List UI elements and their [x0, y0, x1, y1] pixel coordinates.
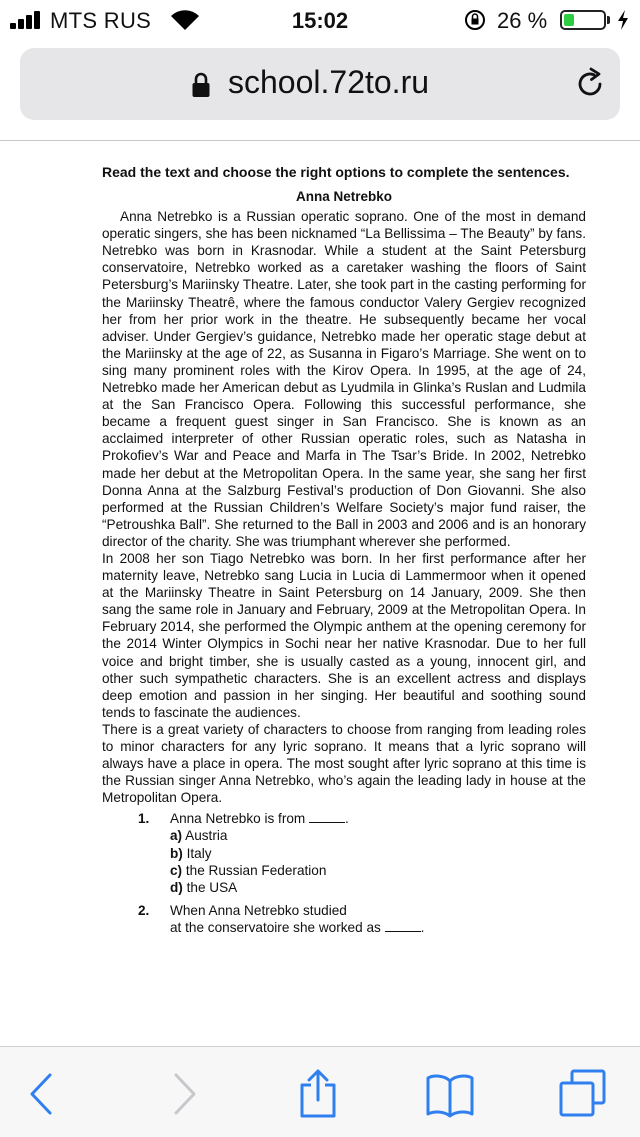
- option-letter: d): [170, 879, 183, 895]
- battery-percent: 26 %: [497, 8, 548, 33]
- orientation-lock-icon: [464, 9, 486, 31]
- address-bar[interactable]: [20, 48, 620, 120]
- answer-blank: [309, 810, 345, 823]
- question-text-line-2: at the conservatoire she worked as: [170, 919, 381, 935]
- forward-icon[interactable]: [158, 1069, 208, 1119]
- text-title: Anna Netrebko: [295, 189, 393, 204]
- option-d: [170, 879, 586, 896]
- task-instruction: Read the text and choose the right options to complete the sentences.: [102, 164, 570, 180]
- url-text[interactable]: school.72to.ru: [228, 64, 430, 100]
- page-content: [102, 164, 586, 936]
- option-text: Austria: [185, 828, 228, 844]
- paragraph-2: In 2008 her son Tiago Netrebko was born. In her first performance after her maternity leave, Netrebko sang Lucia in Lucia di Lammermoor when it opened at the Mariinsky Theatre in Saint Petersburg on 14 January, 2009. She then sang the same role in January and February, 2009 at the Metropolitan Opera. In February 2014, she performed the Olympic anthem at the opening ceremony for the 2014 Winter Olympics in Sochi near her native Krasnodar. Due to her full voice and bright timber, she is usually casted as a young, innocent girl, and other such sympathetic characters. She is an excellent actress and displays deep emotion and passion in her singing. Her beautiful and soothing sound tends to fascinate the audiences.: [102, 550, 586, 720]
- back-icon[interactable]: [18, 1069, 68, 1119]
- share-icon[interactable]: [293, 1069, 343, 1119]
- question-end: .: [420, 919, 425, 935]
- reload-icon[interactable]: [572, 66, 608, 102]
- charging-bolt-icon: [616, 9, 630, 31]
- browser-toolbar: [0, 1046, 640, 1137]
- question-end: .: [345, 811, 349, 827]
- battery-nub: [607, 16, 610, 24]
- option-letter: c): [170, 862, 183, 878]
- tabs-icon[interactable]: [558, 1069, 608, 1119]
- option-c: [170, 862, 586, 879]
- carrier-name: MTS RUS: [50, 8, 152, 33]
- paragraph-3: There is a great variety of characters to choose from ranging from leading roles to minor characters for any lyric soprano. It means that a lyric soprano will always have a place in opera. The most sought after lyric soprano at this time is the Russian singer Anna Netrebko, who’s again the leading lady in house at the Metropolitan Opera.: [102, 721, 586, 806]
- option-letter: b): [170, 845, 183, 861]
- paragraph-1: Anna Netrebko is a Russian operatic soprano. One of the most in demand operatic singers, she has been nicknamed “La Bellissima – The Beauty” by fans. Netrebko was born in Krasnodar. While a student at the Saint Petersburg conservatoire, Netrebko worked as a caretaker washing the floors of Saint Petersburg’s Mariinsky Theatre. Later, she took part in the casting performing for the Mariinsky Theatrê, where the famous conductor Valery Gergiev recognized her from her prior work in the theatre. He subsequently became her vocal adviser. Under Gergiev’s guidance, Netrebko made her operatic stage debut at the Mariinsky at the age of 22, as Susanna in Figaro’s Marriage. She went on to sing many prominent roles with the Kirov Opera. In 1995, at the age of 24, Netrebko made her American debut as Lyudmila in Glinka’s Ruslan and Ludmila at the San Francisco Opera. Following this successful performance, she became a frequent guest singer in San Francisco. She is known as an acclaimed interpreter of other Russian operatic roles, such as Natasha in Prokofiev’s War and Peace and Marfa in The Tsar’s Bride. In 2002, Netrebko made her debut at the Metropolitan Opera. In the same year, she sang her first Donna Anna at the Salzburg Festival’s production of Don Giovanni. She also performed at the Russian Children’s Welfare Society’s major fund raiser, the “Petroushka Ball”. She returned to the Ball in 2003 and 2006 and is an honorary director of the charity. She was triumphant wherever she performed.: [102, 209, 586, 549]
- question-number: 1.: [138, 811, 150, 827]
- lock-icon: [191, 72, 211, 98]
- chrome-divider: [0, 140, 640, 141]
- battery-icon: [560, 10, 606, 30]
- question-number: 2.: [138, 902, 150, 918]
- option-text: Italy: [186, 845, 212, 861]
- option-a: [170, 827, 586, 844]
- option-text: the Russian Federation: [185, 862, 327, 878]
- question-2: [102, 902, 586, 936]
- question-1: [102, 810, 586, 895]
- status-bar: [0, 0, 640, 40]
- answer-blank: [385, 919, 421, 932]
- option-letter: a): [170, 828, 183, 844]
- question-text-line-1: When Anna Netrebko studied: [170, 902, 347, 918]
- clock: 15:02: [291, 8, 349, 33]
- option-b: [170, 845, 586, 862]
- question-text: Anna Netrebko is from: [170, 811, 306, 827]
- bookmarks-icon[interactable]: [425, 1069, 475, 1119]
- option-text: the USA: [186, 879, 238, 895]
